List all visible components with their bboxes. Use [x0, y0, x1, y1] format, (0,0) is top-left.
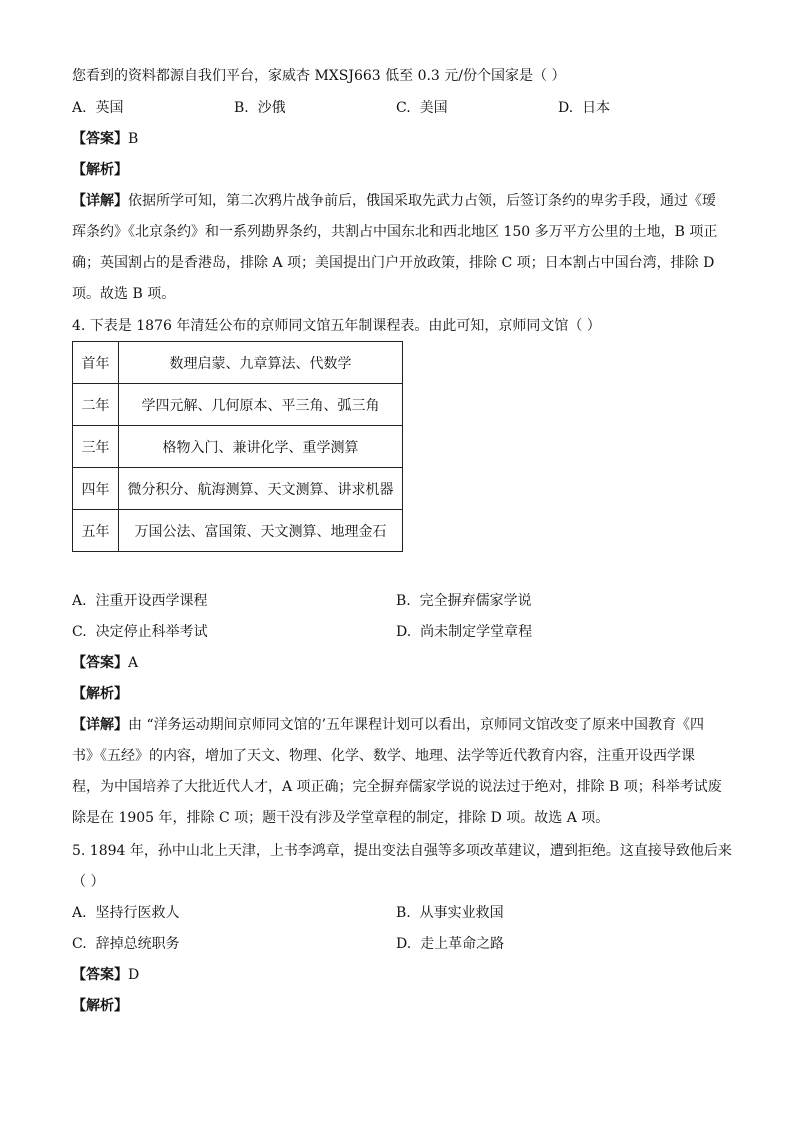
table-content-cell: 微分积分、航海测算、天文测算、讲求机器 — [119, 468, 403, 510]
q5-stem-line2: （ ） — [72, 874, 105, 890]
q4-detail: 【详解】由 “洋务运动期间京师同文馆的’五年课程计划可以看出，京师同文馆改变了原来中国教育《四书》《五经》的内容，增加了天文、物理、化学、数学、地理、法学等近代教育内容，注重开设西学课程，为中国培养了大批近代人才，A 项正确；完全摒弃儒家学说的说法过于绝对，排除 B 项；科举考试废除是在 1905 年，排除 C 项；题干没有涉及学堂章程的制定，排除 D 项。故选 A 项。 — [72, 717, 722, 826]
q3-option-c: C. 美国 — [396, 100, 448, 116]
q3-stem: 您看到的资料都源自我们平台，家威杏 MXSJ663 低至 0.3 元/份个国家是（ ） — [72, 68, 566, 84]
q5-stem-line1: 5. 1894 年，孙中山北上天津，上书李鸿章，提出变法自强等多项改革建议，遭到拒绝。这直接导致他后来 — [72, 843, 732, 859]
q4-answer: 【答案】A — [72, 655, 139, 671]
table-row — [73, 384, 403, 426]
q3-option-a: A. 英国 — [72, 100, 124, 116]
table-content-cell: 万国公法、富国策、天文测算、地理金石 — [119, 510, 403, 552]
q3-answer: 【答案】B — [72, 131, 139, 147]
q3-option-d: D. 日本 — [558, 100, 611, 116]
q4-option-c: C. 决定停止科举考试 — [72, 624, 208, 640]
table-row — [73, 510, 403, 552]
table-content-cell: 数理启蒙、九章算法、代数学 — [119, 342, 403, 384]
q5-answer: 【答案】D — [72, 967, 140, 983]
course-table — [72, 341, 403, 552]
table-year-cell: 三年 — [73, 426, 119, 468]
table-row — [73, 342, 403, 384]
q4-option-d: D. 尚未制定学堂章程 — [396, 624, 533, 640]
table-content-cell: 学四元解、几何原本、平三角、弧三角 — [119, 384, 403, 426]
q3-detail: 【详解】依据所学可知，第二次鸦片战争前后，俄国采取先武力占领，后签订条约的卑劣手段，通过《瑷珲条约》《北京条约》和一系列勘界条约，共割占中国东北和西北地区 150 多万平方公里的土地，B 项正确；英国割占的是香港岛，排除 A 项；美国提出门户开放政策，排除 C 项；日本割占中国台湾，排除 D 项。故选 B 项。 — [72, 193, 718, 302]
q5-option-b: B. 从事实业救国 — [396, 905, 504, 921]
q4-option-a: A. 注重开设西学课程 — [72, 593, 208, 609]
q5-option-c: C. 辞掉总统职务 — [72, 936, 180, 952]
q5-option-a: A. 坚持行医救人 — [72, 905, 180, 921]
table-year-cell: 二年 — [73, 384, 119, 426]
q3-option-b: B. 沙俄 — [234, 100, 286, 116]
table-content-cell: 格物入门、兼讲化学、重学测算 — [119, 426, 403, 468]
q4-analysis-heading: 【解析】 — [72, 686, 128, 702]
q3-analysis-heading: 【解析】 — [72, 162, 128, 178]
table-year-cell: 四年 — [73, 468, 119, 510]
q5-option-d: D. 走上革命之路 — [396, 936, 505, 952]
table-year-cell: 五年 — [73, 510, 119, 552]
q5-analysis-heading: 【解析】 — [72, 998, 128, 1014]
table-row — [73, 468, 403, 510]
table-year-cell: 首年 — [73, 342, 119, 384]
q4-option-b: B. 完全摒弃儒家学说 — [396, 593, 532, 609]
q4-stem: 4. 下表是 1876 年清廷公布的京师同文馆五年制课程表。由此可知，京师同文馆（ ） — [72, 318, 601, 334]
table-row — [73, 426, 403, 468]
